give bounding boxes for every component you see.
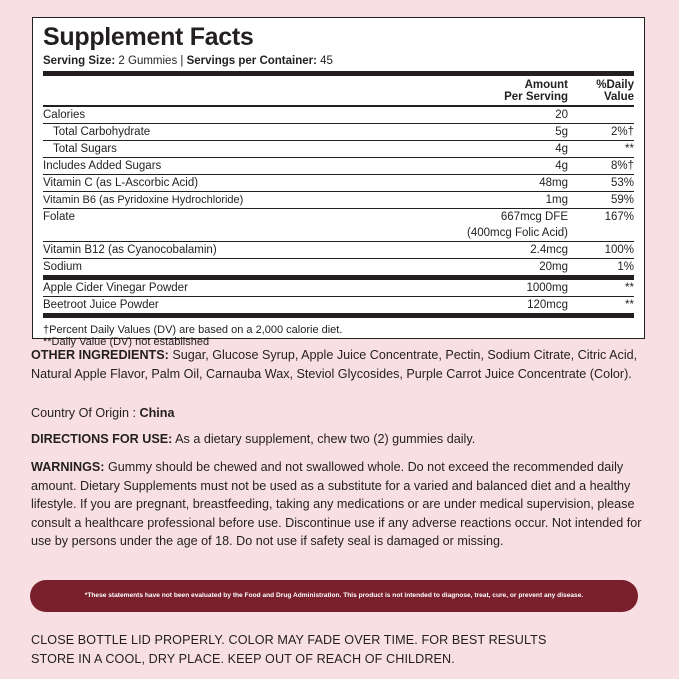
nutrient-amount: 48mg xyxy=(539,177,568,189)
closing-line2: STORE IN A COOL, DRY PLACE. KEEP OUT OF REACH OF CHILDREN. xyxy=(31,651,455,666)
nutrient-dv: ** xyxy=(625,143,634,155)
closing-instructions xyxy=(31,631,651,668)
nutrient-dv: 53% xyxy=(610,177,634,189)
dv-header xyxy=(568,80,634,103)
nutrient-amount: 4g xyxy=(555,160,568,172)
nutrient-name: Includes Added Sugars xyxy=(43,160,162,172)
nutrient-amount: 120mcg xyxy=(527,299,568,311)
nutrient-amount: 20mg xyxy=(539,261,568,273)
facts-row xyxy=(43,124,634,141)
nutrient-amount: 2.4mcg xyxy=(530,244,568,256)
nutrient-name: Sodium xyxy=(43,261,82,273)
warnings xyxy=(31,458,651,551)
other-ingredients xyxy=(31,346,651,383)
fda-disclaimer-banner xyxy=(30,580,638,612)
amount-header-line2: Per Serving xyxy=(504,90,568,103)
facts-row xyxy=(43,280,634,297)
nutrient-amount: 5g xyxy=(555,126,568,138)
nutrient-name: Calories xyxy=(43,109,86,121)
nutrient-amount: 1mg xyxy=(545,194,568,206)
nutrient-dv: 167% xyxy=(604,211,634,223)
fda-disclaimer-text: *These statements have not been evaluated by the Food and Drug Administration. This product is not intended to diagnose, treat, cure, or prevent any disease. xyxy=(84,592,584,599)
nutrient-dv: 100% xyxy=(604,244,634,256)
facts-row xyxy=(43,297,634,318)
facts-row xyxy=(43,242,634,259)
nutrient-dv: 1% xyxy=(617,261,634,273)
nutrient-amount: 20 xyxy=(555,109,568,121)
nutrient-amount-line2: (400mcg Folic Acid) xyxy=(467,227,568,239)
nutrient-name: Beetroot Juice Powder xyxy=(43,299,159,311)
facts-row xyxy=(43,209,634,242)
serving-info xyxy=(43,54,634,68)
closing-line1: CLOSE BOTTLE LID PROPERLY. COLOR MAY FADE OVER TIME. FOR BEST RESULTS xyxy=(31,633,547,647)
nutrient-name: Vitamin C (as L-Ascorbic Acid) xyxy=(43,177,199,189)
facts-footnotes xyxy=(43,324,634,348)
nutrient-dv: 2%† xyxy=(610,126,634,138)
warnings-text: Gummy should be chewed and not swallowed whole. Do not exceed the recommended daily amount. Dietary Supplements must not be used as a substitute for a varied and balanced diet and a healthy lifestyle. If you are pregnant, breastfeeding, taking any medications or are under medical supervision, please consult a healthcare professional before use. Discontinue use if any adverse reactions occur. Not intended for use by persons under the age of 18. Do not use if safety seal is damaged or missing. xyxy=(31,460,642,548)
nutrient-amount: 1000mg xyxy=(526,282,568,294)
serving-size-value: 2 Gummies | xyxy=(115,55,187,67)
origin-value: China xyxy=(139,406,175,420)
facts-row xyxy=(43,259,634,280)
amount-header-line1: Amount xyxy=(524,79,568,91)
facts-title: Supplement Facts xyxy=(43,23,254,51)
nutrient-name: Total Carbohydrate xyxy=(53,126,151,138)
nutrient-name: Apple Cider Vinegar Powder xyxy=(43,282,188,294)
origin-label: Country Of Origin : xyxy=(31,406,140,420)
directions-for-use xyxy=(31,430,651,449)
nutrient-name: Total Sugars xyxy=(53,143,117,155)
facts-row xyxy=(43,107,634,124)
nutrient-dv: 59% xyxy=(610,194,634,206)
facts-header-row xyxy=(43,76,634,107)
country-of-origin xyxy=(31,404,651,423)
servings-label: Servings per Container: xyxy=(186,55,317,67)
nutrient-name: Vitamin B12 (as Cyanocobalamin) xyxy=(43,244,217,256)
facts-row xyxy=(43,175,634,192)
nutrient-name: Folate xyxy=(43,211,75,223)
facts-row xyxy=(43,158,634,175)
warnings-label: WARNINGS: xyxy=(31,460,105,474)
other-ingredients-label: OTHER INGREDIENTS: xyxy=(31,348,169,362)
other-ingredients-text: Sugar, Glucose Syrup, Apple Juice Concentrate, Pectin, Sodium Citrate, Citric Acid, Natural Apple Flavor, Palm Oil, Carnauba Wax, Steviol Glycosides, Purple Carrot Juice Concentrate (Color). xyxy=(31,348,638,381)
nutrient-dv: 8%† xyxy=(610,160,634,172)
footnote-not-established: **Daily Value (DV) not established xyxy=(43,336,210,348)
dv-header-line2: Value xyxy=(603,90,634,103)
amount-header xyxy=(448,80,568,103)
nutrient-dv: ** xyxy=(625,299,634,311)
nutrient-name: Vitamin B6 (as Pyridoxine Hydrochloride) xyxy=(43,194,244,206)
dv-header-line1: %Daily xyxy=(596,79,634,91)
footnote-dv: †Percent Daily Values (DV) are based on a 2,000 calorie diet. xyxy=(43,324,343,336)
nutrient-amount-line1: 667mcg DFE xyxy=(500,211,568,223)
servings-value: 45 xyxy=(316,55,333,67)
directions-text: As a dietary supplement, chew two (2) gummies daily. xyxy=(172,432,476,446)
serving-size-label: Serving Size: xyxy=(43,55,116,67)
nutrient-amount xyxy=(388,209,568,241)
facts-row xyxy=(43,192,634,209)
nutrient-amount: 4g xyxy=(555,143,568,155)
directions-label: DIRECTIONS FOR USE: xyxy=(31,432,173,446)
facts-row xyxy=(43,141,634,158)
nutrient-dv: ** xyxy=(625,282,634,294)
supplement-facts-panel xyxy=(32,17,645,348)
